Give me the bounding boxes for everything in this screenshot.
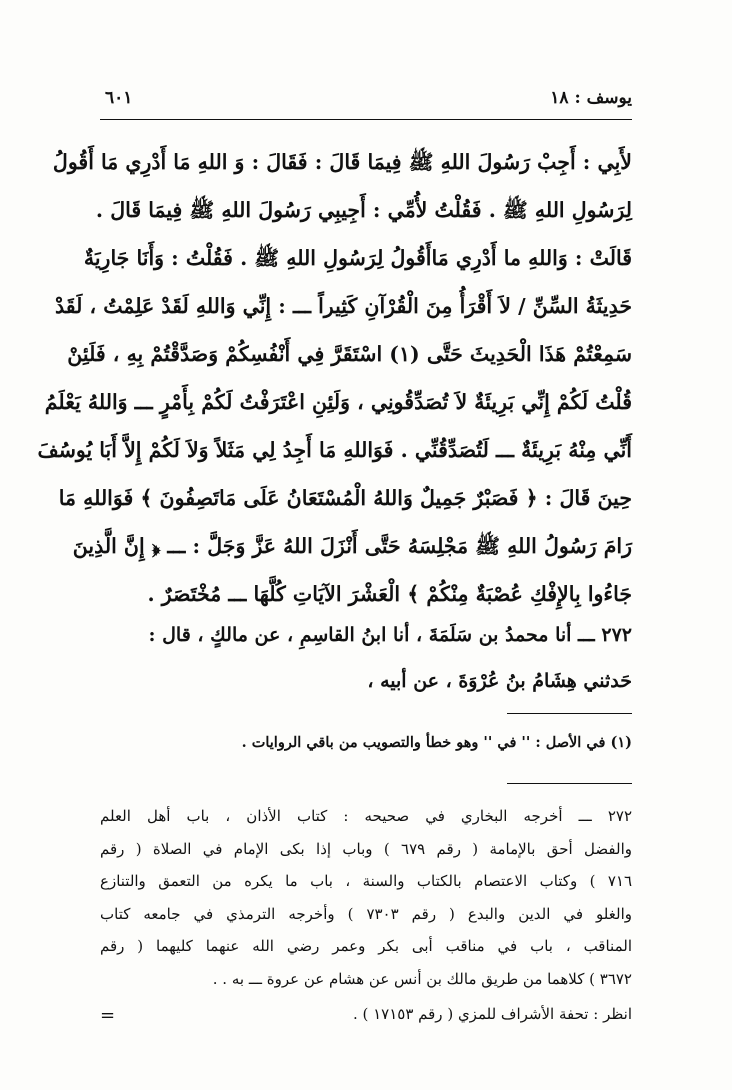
takhrij-line: ٢٧٢ ـــ أخرجه البخاري في صحيحه : كتاب الأذان ، باب أهل العلم [100,807,632,825]
takhrij-line: والغلو في الدين والبدع ( رقم ٧٣٠٣ ) وأخرجه الترمذي في جامعه كتاب [100,904,632,923]
text-line: رَامَ رَسُولُ اللهِ ﷺ مَجْلِسَهُ حَتَّى أَنْزَلَ اللهُ عَزَّ وَجَلَّ : ـــ ﴿ إِنَّ الَّذِينَ [72,534,632,558]
text-line: لِرَسُولِ اللهِ ﷺ . فَقُلْتُ لأُمِّي : أَجِيبِي رَسُولَ اللهِ ﷺ فِيمَا قَالَ . [95,198,632,222]
text-line: سَمِعْتُمْ هَذَا الْحَدِيثَ حَتَّى (١) اسْتَقَرَّ فِي أَنْفُسِكُمْ وَصَدَّقْتُمْ بِهِ ، فَلَئِنْ [67,342,632,366]
header-divider [100,119,632,120]
page-number: ٦٠١ [105,88,133,108]
text-line: أَنِّي مِنْهُ بَرِيئَةٌ ـــ لَتُصَدِّقُنِّي . فَوَاللهِ مَا أَجِدُ لِي مَثَلاً وَلاَ لَكُمْ إِلاَّ أَبَا يُوسُفَ [37,438,632,462]
text-line: قَالَتْ : وَاللهِ ما أَدْرِي مَاأَقُولُ لِرَسُولِ اللهِ ﷺ . فَقُلْتُ : وَأَنَا جَارِيَةٌ [83,246,632,270]
text-line: جَاءُوا بِالإِفْكِ عُصْبَةٌ مِنْكُمْ ﴾ الْعَشْرَ الآيَاتِ كُلَّهَا ـــ مُخْتَصَرٌ . [147,582,632,606]
takhrij-line: ٣٦٧٢ ) كلاهما من طريق مالك بن أنس عن هشام عن عروة ـــ به . . [212,969,632,988]
takhrij-line: المناقب ، باب في مناقب أبى بكر وعمر رضي الله عنهما كليهما ( رقم [100,937,632,955]
see-also-reference: انظر : تحفة الأشراف للمزي ( رقم ١٧١٥٣ ) . [352,1005,632,1023]
text-line: حِينَ قَالَ : ﴿ فَصَبْرٌ جَمِيلٌ وَاللهُ الْمُسْتَعَانُ عَلَى مَاتَصِفُونَ ﴾ فَوَاللهِ مَا [58,486,632,510]
text-line: قُلْتُ لَكُمْ إِنِّي بَرِيئَةٌ لاَ تُصَدِّقُونِي ، وَلَئِنِ اعْتَرَفْتُ لَكُمْ بِأَمْرٍ ـــ وَاللهُ يَعْلَمُ [44,390,632,414]
takhrij-divider [507,783,632,784]
main-text [37,138,632,618]
text-line: لأَبِي : أَجِبْ رَسُولَ اللهِ ﷺ فِيمَا قَالَ : فَقَالَ : وَ اللهِ مَا أَدْرِي مَا أَقُولُ [52,150,632,174]
takhrij-notes [100,800,632,995]
footnote-divider [507,713,632,714]
footnote: (١) في الأصل : '' في '' وهو خطأ والتصويب من باقي الروايات . [241,734,632,751]
see-also-row [100,1005,632,1026]
text-line: حَدِيثَةُ السِّنِّ / لاَ أَقْرَأُ مِنَ الْقُرْآنِ كَثِيراً ـــ : إِنِّي وَاللهِ لَقَدْ عَلِمْتُ ، لَقَدْ [54,294,632,318]
takhrij-line: والفضل أحق بالإمامة ( رقم ٦٧٩ ) وباب إذا بكى الإمام في الصلاة ( رقم [100,839,632,858]
hadith-line: حَدثني هِشَامُ بنُ عُرْوَةَ ، عن أبيه ، [367,670,632,692]
continuation-marker: = [100,1005,116,1026]
takhrij-line: ٧١٦ ) وكتاب الاعتصام بالكتاب والسنة ، باب ما يكره من التعمق والتنازع [100,872,632,890]
running-header [105,88,632,108]
hadith-line: ٢٧٢ ـــ أنا محمدُ بن سَلَمَةَ ، أنا ابنُ القاسِمِ ، عن مالكٍ ، قال : [148,624,632,646]
surah-verse-title: يوسف : ١٨ [550,88,632,108]
hadith-272 [100,612,632,704]
